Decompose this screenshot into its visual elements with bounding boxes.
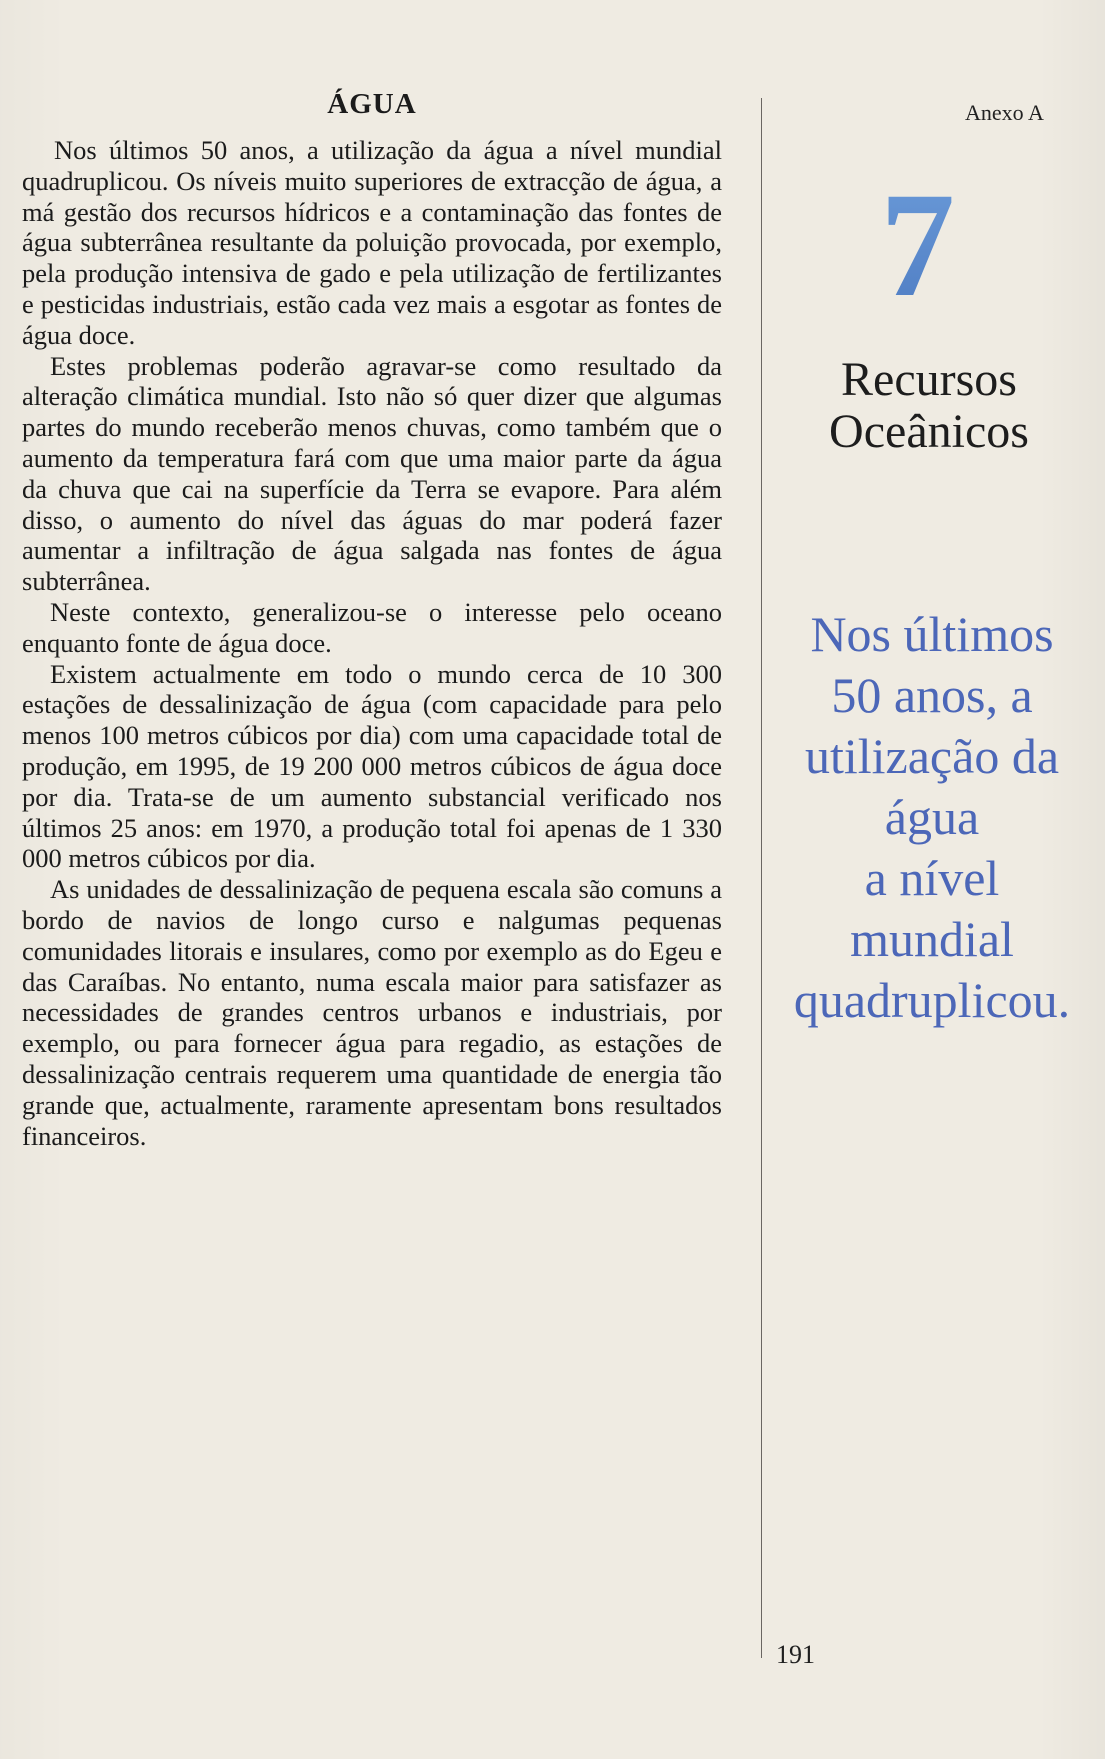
pull-quote-line: a nível (864, 850, 1000, 906)
paragraph: As unidades de dessalinização de pequena escala são comuns a bordo de navios de longo curso e nalgumas pequenas comunidades litorais e insulares, como por exemplo as do Egeu e das Caraíbas. No entanto, numa escala maior para satisfazer as necessidades de grandes centros urbanos e industriais, por exemplo, ou para fornecer água para regadio, as estações de dessalinização centrais requerem uma quantidade de energia tão grande que, actualmente, raramente apresentam bons resultados financeiros. (22, 874, 722, 1151)
chapter-number: 7 (880, 162, 955, 328)
pull-quote-line: água (884, 789, 980, 845)
main-text-column (22, 88, 722, 1151)
annex-label: Anexo A (965, 100, 1044, 125)
chapter-title-line: Recursos (841, 353, 1017, 406)
paragraph: Estes problemas poderão agravar-se como resultado da alteração climática mundial. Isto não só quer dizer que algumas partes do mundo receberão menos chuvas, como também que o aumento da temperatura fará com que uma maior parte da água da chuva que cai na superfície da Terra se evapore. Para além disso, o aumento do nível das águas do mar poderá fazer aumentar a infiltração de água salgada nas fontes de água subterrânea. (22, 350, 722, 597)
chapter-title-line: Oceânicos (829, 405, 1029, 458)
pull-quote-line: mundial (850, 911, 1014, 967)
section-heading: ÁGUA (327, 88, 417, 120)
body-text (22, 135, 722, 1151)
pull-quote (762, 604, 1102, 1031)
pull-quote-line: Nos últimos (810, 606, 1054, 662)
paragraph: Nos últimos 50 anos, a utilização da água a nível mundial quadruplicou. Os níveis muito superiores de extracção de água, a má gestão dos recursos hídricos e a contaminação das fontes de água subterrânea resultante da poluição provocada, por exemplo, pela produção intensiva de gado e pela utilização de fertilizantes e pesticidas industriais, estão cada vez mais a esgotar as fontes de água doce. (22, 135, 722, 350)
paragraph: Existem actualmente em todo o mundo cerca de 10 300 estações de dessalinização de água (com capacidade para pelo menos 100 metros cúbicos por dia) com uma capacidade total de produção, em 1995, de 19 200 000 metros cúbicos de água doce por dia. Trata-se de um aumento substancial verificado nos últimos 25 anos: em 1970, a produção total foi apenas de 1 330 000 metros cúbicos por dia. (22, 658, 722, 874)
page-number: 191 (776, 1640, 815, 1669)
pull-quote-line: 50 anos, a (831, 667, 1033, 723)
paragraph: Neste contexto, generalizou-se o interesse pelo oceano enquanto fonte de água doce. (22, 596, 722, 658)
pull-quote-line: utilização da (804, 728, 1060, 784)
chapter-title (775, 354, 1083, 458)
pull-quote-line: quadruplicou. (793, 972, 1071, 1028)
